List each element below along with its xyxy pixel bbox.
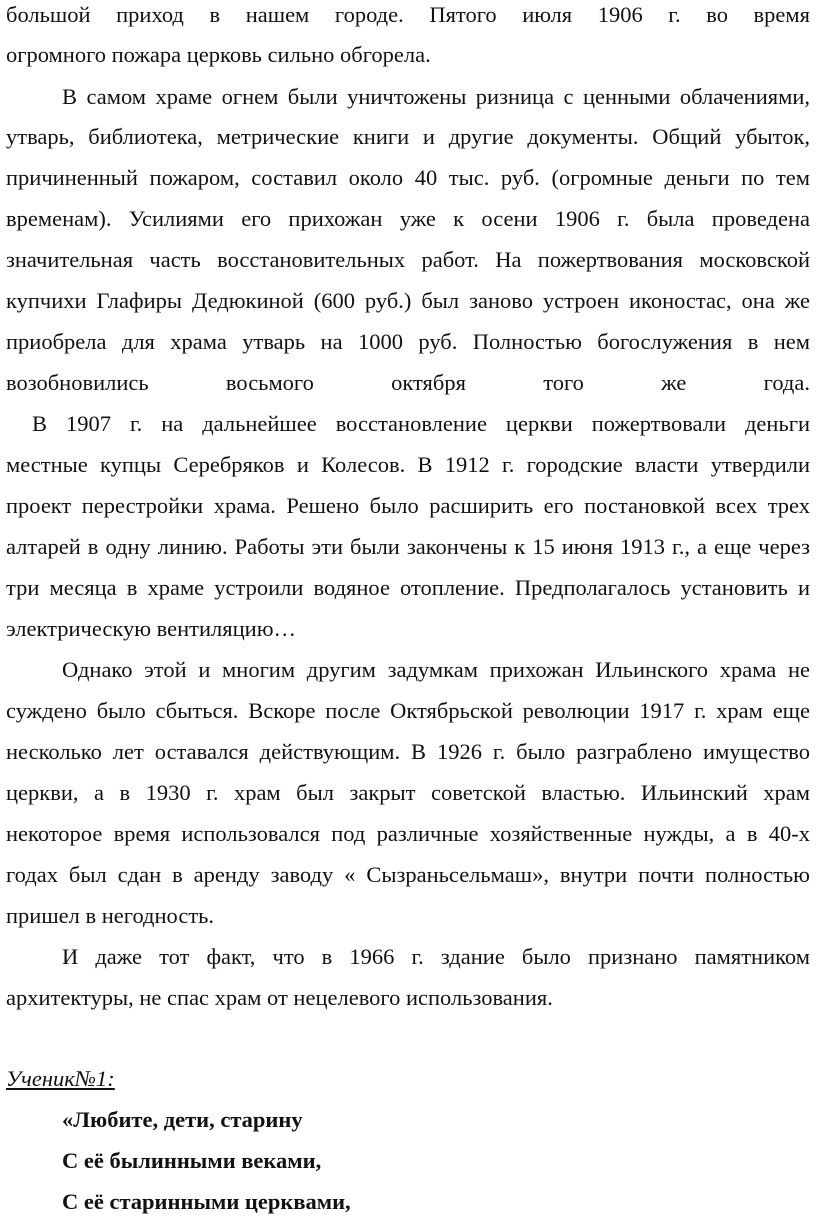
text-line: временам). Усилиями его прихожан уже к осени 1906 г. была проведена — [6, 206, 810, 231]
text-line: архитектуры, не спас храм от нецелевого использования. — [6, 985, 553, 1010]
text-line: годах был сдан в аренду заводу « Сызраньсельмаш», внутри почти полностью — [6, 862, 810, 887]
text-line: причиненный пожаром, составил около 40 тыс. руб. (огромные деньги по тем — [6, 165, 810, 190]
text-line: В самом храме огнем были уничтожены ризница с ценными облачениями, — [62, 84, 810, 109]
text-line: утварь, библиотека, метрические книги и другие документы. Общий убыток, — [6, 124, 810, 149]
verse-line: «Любите, дети, старину — [62, 1107, 303, 1132]
text-line: большой приход в нашем городе. Пятого июля 1906 г. во время — [6, 2, 810, 27]
text-line: местные купцы Серебряков и Колесов. В 1912 г. городские власти утвердили — [6, 452, 810, 477]
text-line: купчихи Глафиры Дедюкиной (600 руб.) был заново устроен иконостас, она же — [6, 288, 810, 313]
verse-line: С её былинными веками, — [62, 1148, 322, 1173]
text-line: И даже тот факт, что в 1966 г. здание было признано памятником — [62, 944, 810, 969]
text-line: проект перестройки храма. Решено было расширить его постановкой всех трех — [6, 493, 810, 518]
text-line: В 1907 г. на дальнейшее восстановление церкви пожертвовали деньги — [32, 411, 810, 436]
text-line: алтарей в одну линию. Работы эти были закончены к 15 июня 1913 г., а еще через — [6, 534, 810, 559]
text-line: Однако этой и многим другим задумкам прихожан Ильинского храма не — [62, 657, 810, 682]
verse-line: С её старинными церквами, — [62, 1189, 351, 1214]
text-line: электрическую вентиляцию… — [6, 616, 297, 641]
text-line: значительная часть восстановительных работ. На пожертвования московской — [6, 247, 810, 272]
text-line: суждено было сбыться. Вскоре после Октябрьской революции 1917 г. храм еще — [6, 698, 810, 723]
text-line: огромного пожара церковь сильно обгорела. — [6, 42, 431, 67]
speaker-label: Ученик№1: — [6, 1066, 115, 1091]
text-line: пришел в негодность. — [6, 903, 215, 928]
text-line: некоторое время использовался под различные хозяйственные нужды, а в 40-х — [6, 821, 810, 846]
text-line: приобрела для храма утварь на 1000 руб. Полностью богослужения в нем — [6, 329, 810, 354]
text-line: возобновились восьмого октября того же года. — [6, 370, 810, 395]
text-line: церкви, а в 1930 г. храм был закрыт советской властью. Ильинский храм — [6, 780, 810, 805]
text-line: три месяца в храме устроили водяное отопление. Предполагалось установить и — [6, 575, 810, 600]
text-line: несколько лет оставался действующим. В 1926 г. было разграблено имущество — [6, 739, 810, 764]
